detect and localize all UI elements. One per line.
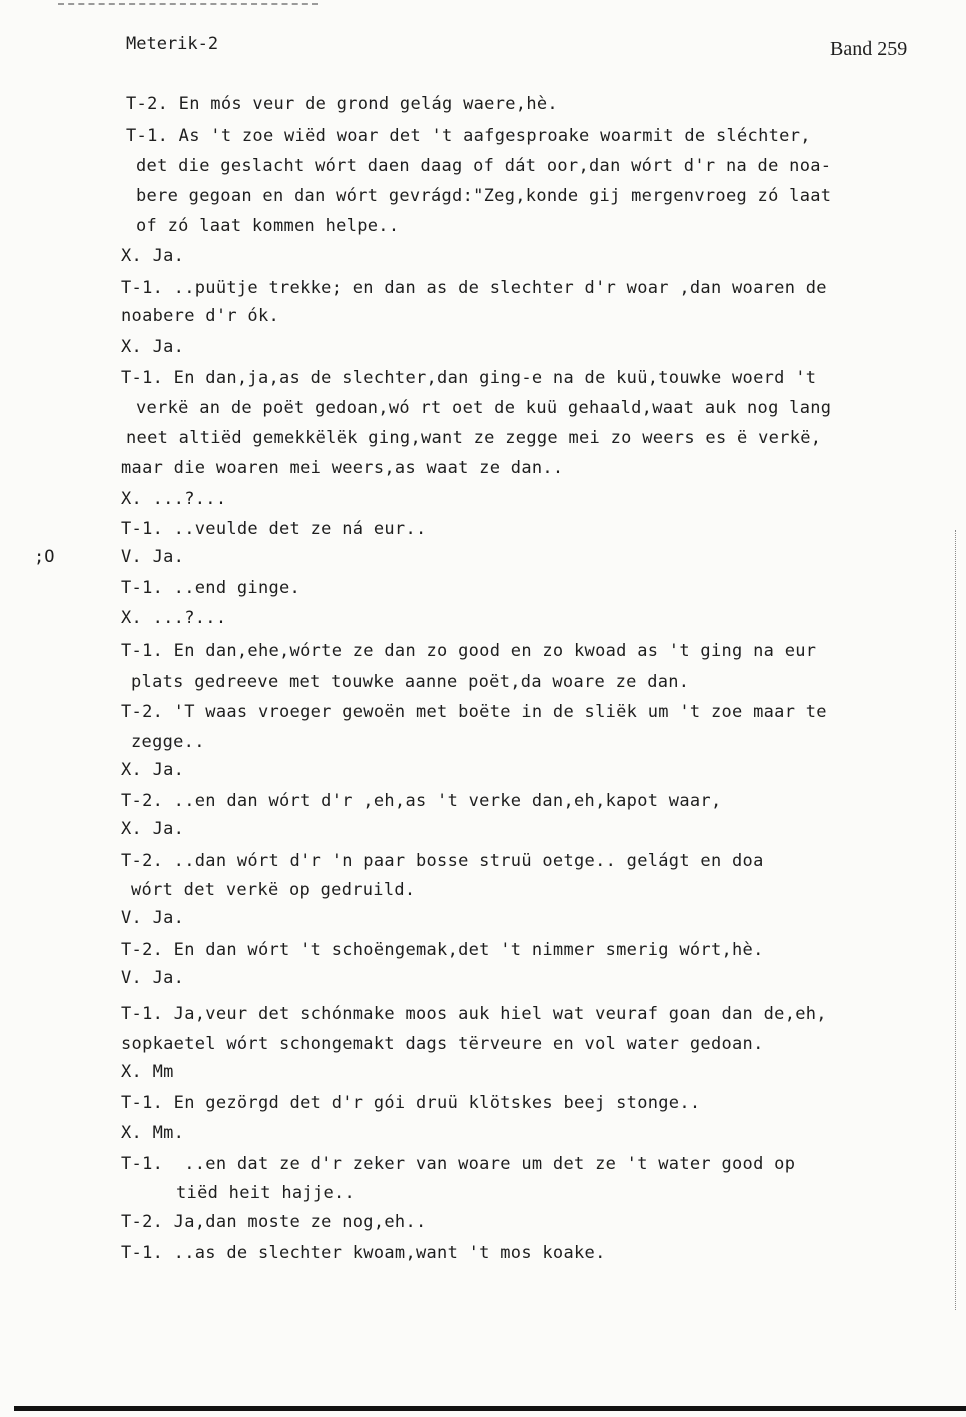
transcript-line: X. Ja. <box>121 760 185 780</box>
transcript-line: sopkaetel wórt schongemakt dags tërveure en vol water gedoan. <box>121 1034 764 1054</box>
transcript-line: X. ...?... <box>121 489 227 509</box>
transcript-line: V. Ja. <box>121 908 185 928</box>
transcript-line: V. Ja. <box>121 547 185 567</box>
transcript-line: X. ...?... <box>121 608 227 628</box>
transcript-line: maar die woaren mei weers,as waat ze dan.. <box>121 458 564 478</box>
transcript-line: T-2. En mós veur de grond gelág waere,hè. <box>126 94 558 114</box>
transcript-line: T-2. ..dan wórt d'r 'n paar bosse struü oetge.. gelágt en doa <box>121 851 764 871</box>
transcript-line: tiëd heit hajje.. <box>176 1183 356 1203</box>
transcript-line: X. Ja. <box>121 819 185 839</box>
transcript-line: T-1. As 't zoe wiëd woar det 't aafgesproake woarmit de sléchter, <box>126 126 811 146</box>
transcript-line: X. Mm <box>121 1062 174 1082</box>
transcript-line: T-2. ..en dan wórt d'r ,eh,as 't verke dan,eh,kapot waar, <box>121 791 722 811</box>
transcript-line: T-1. En dan,ehe,wórte ze dan zo good en zo kwoad as 't ging na eur <box>121 641 817 661</box>
transcript-line: T-1. Ja,veur det schónmake moos auk hiel wat veuraf goan dan de,eh, <box>121 1004 827 1024</box>
transcript-line: T-1. ..end ginge. <box>121 578 301 598</box>
transcript-line: T-1. ..puütje trekke; en dan as de slechter d'r woar ,dan woaren de <box>121 278 827 298</box>
page-edge-marks <box>955 530 957 1310</box>
top-dashed-mark <box>58 3 318 5</box>
transcript-line: plats gedreeve met touwke aanne poët,da woare ze dan. <box>131 672 690 692</box>
transcript-line: T-1. En dan,ja,as de slechter,dan ging-e na de kuü,touwke woerd 't <box>121 368 817 388</box>
transcript-line: wórt det verkë op gedruild. <box>131 880 416 900</box>
transcript-line: zegge.. <box>131 732 205 752</box>
transcript-line: V. Ja. <box>121 968 185 988</box>
transcript-line: bere gegoan en dan wórt gevrágd:"Zeg,konde gij mergenvroeg zó laat <box>136 186 832 206</box>
transcript-line: T-2. 'T waas vroeger gewoën met boëte in de sliëk um 't zoe maar te <box>121 702 827 722</box>
transcript-line: T-2. En dan wórt 't schoëngemak,det 't nimmer smerig wórt,hè. <box>121 940 764 960</box>
transcript-line: T-1. ..veulde det ze ná eur.. <box>121 519 427 539</box>
transcript-line: X. Ja. <box>121 246 185 266</box>
transcript-line: neet altiëd gemekkëlëk ging,want ze zegge mei zo weers es ë verkë, <box>126 428 822 448</box>
transcript-line: T-2. Ja,dan moste ze nog,eh.. <box>121 1212 427 1232</box>
margin-mark: ;O <box>34 547 55 567</box>
transcript-line: det die geslacht wórt daen daag of dát oor,dan wórt d'r na de noa- <box>136 156 832 176</box>
transcript-line: X. Ja. <box>121 337 185 357</box>
transcript-line: T-1. ..en dat ze d'r zeker van woare um det ze 't water good op <box>121 1154 796 1174</box>
transcript-line: verkë an de poët gedoan,wó rt oet de kuü gehaald,waat auk nog lang <box>136 398 832 418</box>
header-band-number: Band 259 <box>830 38 908 60</box>
header-title: Meterik-2 <box>126 34 219 54</box>
bottom-rule <box>14 1406 966 1411</box>
transcript-line: T-1. ..as de slechter kwoam,want 't mos koake. <box>121 1243 606 1263</box>
transcript-line: T-1. En gezörgd det d'r gói druü klötskes beej stonge.. <box>121 1093 701 1113</box>
transcript-line: of zó laat kommen helpe.. <box>136 216 400 236</box>
transcript-line: noabere d'r ók. <box>121 306 280 326</box>
transcript-line: X. Mm. <box>121 1123 185 1143</box>
